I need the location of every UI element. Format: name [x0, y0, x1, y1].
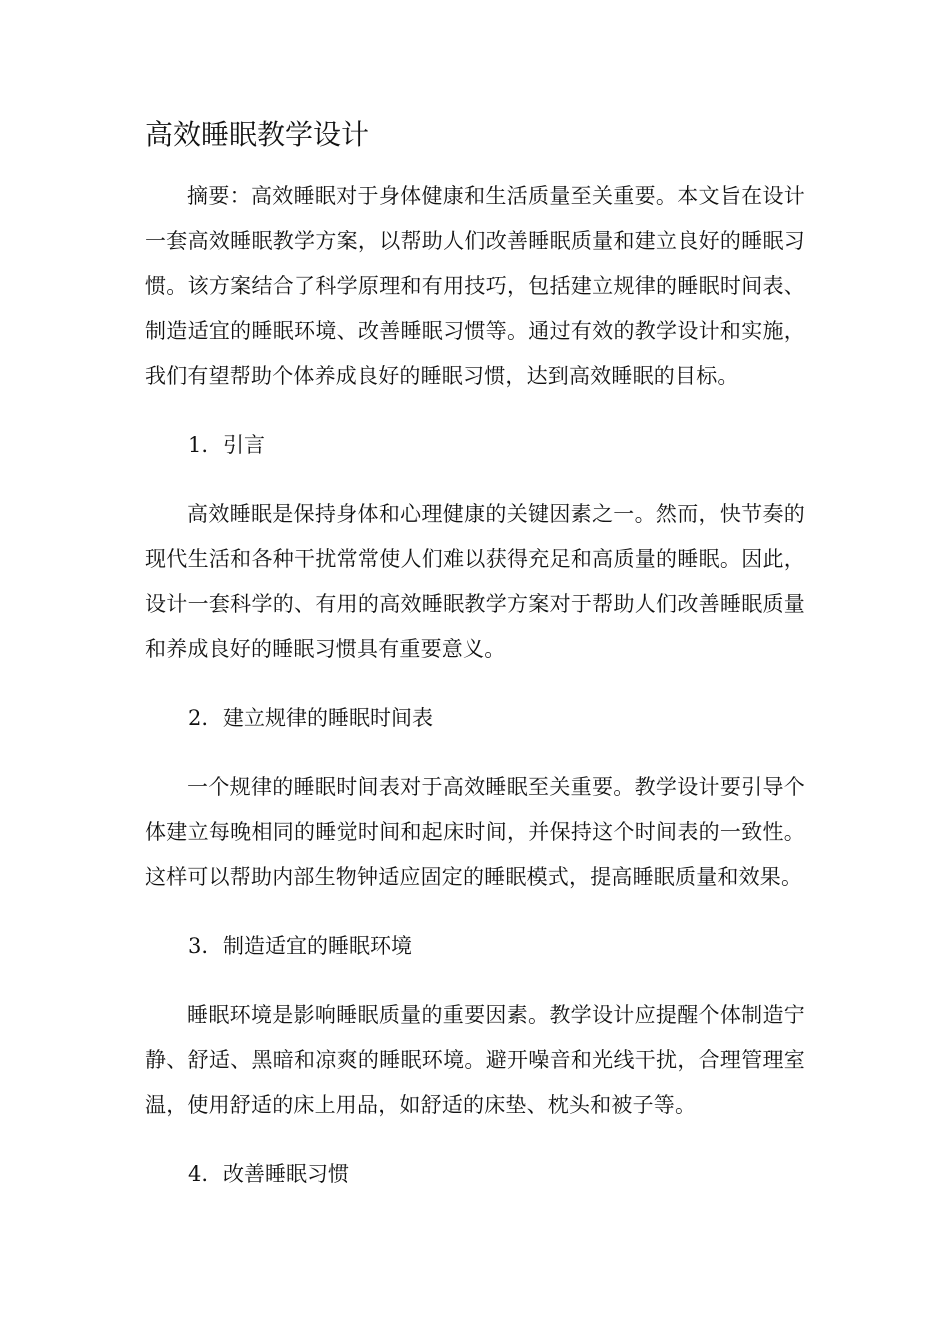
section-number: 2. — [188, 706, 209, 730]
section-title: 引言 — [223, 433, 265, 457]
section-body-2: 一个规律的睡眠时间表对于高效睡眠至关重要。教学设计要引导个体建立每晚相同的睡觉时间和起床时间，并保持这个时间表的一致性。这样可以帮助内部生物钟适应固定的睡眠模式，提高睡眠质量和效果。 — [145, 775, 805, 889]
section-title: 建立规律的睡眠时间表 — [223, 706, 433, 730]
section-title: 改善睡眠习惯 — [223, 1162, 349, 1186]
abstract-paragraph: 摘要：高效睡眠对于身体健康和生活质量至关重要。本文旨在设计一套高效睡眠教学方案，以帮助人们改善睡眠质量和建立良好的睡眠习惯。该方案结合了科学原理和有用技巧，包括建立规律的睡眠时间表、制造适宜的睡眠环境、改善睡眠习惯等。通过有效的教学设计和实施，我们有望帮助个体养成良好的睡眠习惯，达到高效睡眠的目标。 — [145, 184, 805, 388]
section-heading-2 — [145, 696, 805, 741]
section-heading-3 — [145, 924, 805, 969]
document-content — [145, 112, 805, 1221]
section-number: 4. — [188, 1162, 209, 1186]
section-heading-1 — [145, 423, 805, 468]
document-title: 高效睡眠教学设计 — [145, 118, 370, 151]
section-body-3: 睡眠环境是影响睡眠质量的重要因素。教学设计应提醒个体制造宁静、舒适、黑暗和凉爽的睡眠环境。避开噪音和光线干扰，合理管理室温，使用舒适的床上用品，如舒适的床垫、枕头和被子等。 — [145, 1003, 805, 1117]
section-body-1: 高效睡眠是保持身体和心理健康的关键因素之一。然而，快节奏的现代生活和各种干扰常常使人们难以获得充足和高质量的睡眠。因此，设计一套科学的、有用的高效睡眠教学方案对于帮助人们改善睡眠质量和养成良好的睡眠习惯具有重要意义。 — [145, 502, 805, 661]
section-heading-4 — [145, 1152, 805, 1197]
section-number: 3. — [188, 934, 209, 958]
section-number: 1. — [188, 433, 209, 457]
section-title: 制造适宜的睡眠环境 — [223, 934, 412, 958]
